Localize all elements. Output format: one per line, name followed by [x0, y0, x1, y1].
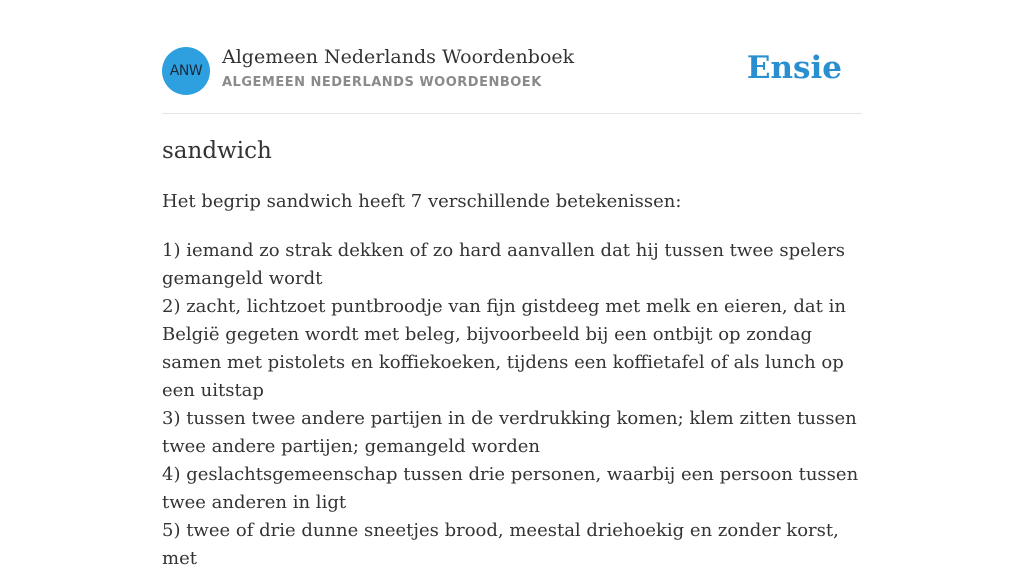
meaning-item: 5) twee of drie dunne sneetjes brood, meestal driehoekig en zonder korst, met [162, 520, 839, 569]
source-title[interactable]: Algemeen Nederlands Woordenboek [222, 46, 575, 68]
anw-logo-icon[interactable] [162, 47, 210, 95]
source-subtitle: ALGEMEEN NEDERLANDS WOORDENBOEK [222, 75, 542, 90]
source-header [162, 0, 862, 114]
content-container [162, 0, 862, 569]
ensie-brand-logo[interactable]: Ensie [746, 50, 842, 86]
logo-text: ANW [169, 63, 203, 79]
meaning-item: 1) iemand zo strak dekken of zo hard aanvallen dat hij tussen twee spelers gemangeld wordt [162, 240, 846, 289]
meaning-item: 2) zacht, lichtzoet puntbroodje van fijn gistdeeg met melk en eieren, dat in België gegeten wordt met beleg, bijvoorbeeld bij een ontbijt op zondag samen met pistolets en koffiekoeken, tijdens een koffietafel of als lunch op een uitstap [162, 296, 846, 401]
entry-term: sandwich [162, 138, 272, 164]
entry-intro: Het begrip sandwich heeft 7 verschillende betekenissen: [162, 191, 682, 212]
meanings-list [162, 237, 862, 573]
meaning-item: 4) geslachtsgemeenschap tussen drie personen, waarbij een persoon tussen twee anderen in ligt [162, 464, 859, 513]
meaning-item: 3) tussen twee andere partijen in de verdrukking komen; klem zitten tussen twee andere partijen; gemangeld worden [162, 408, 857, 457]
